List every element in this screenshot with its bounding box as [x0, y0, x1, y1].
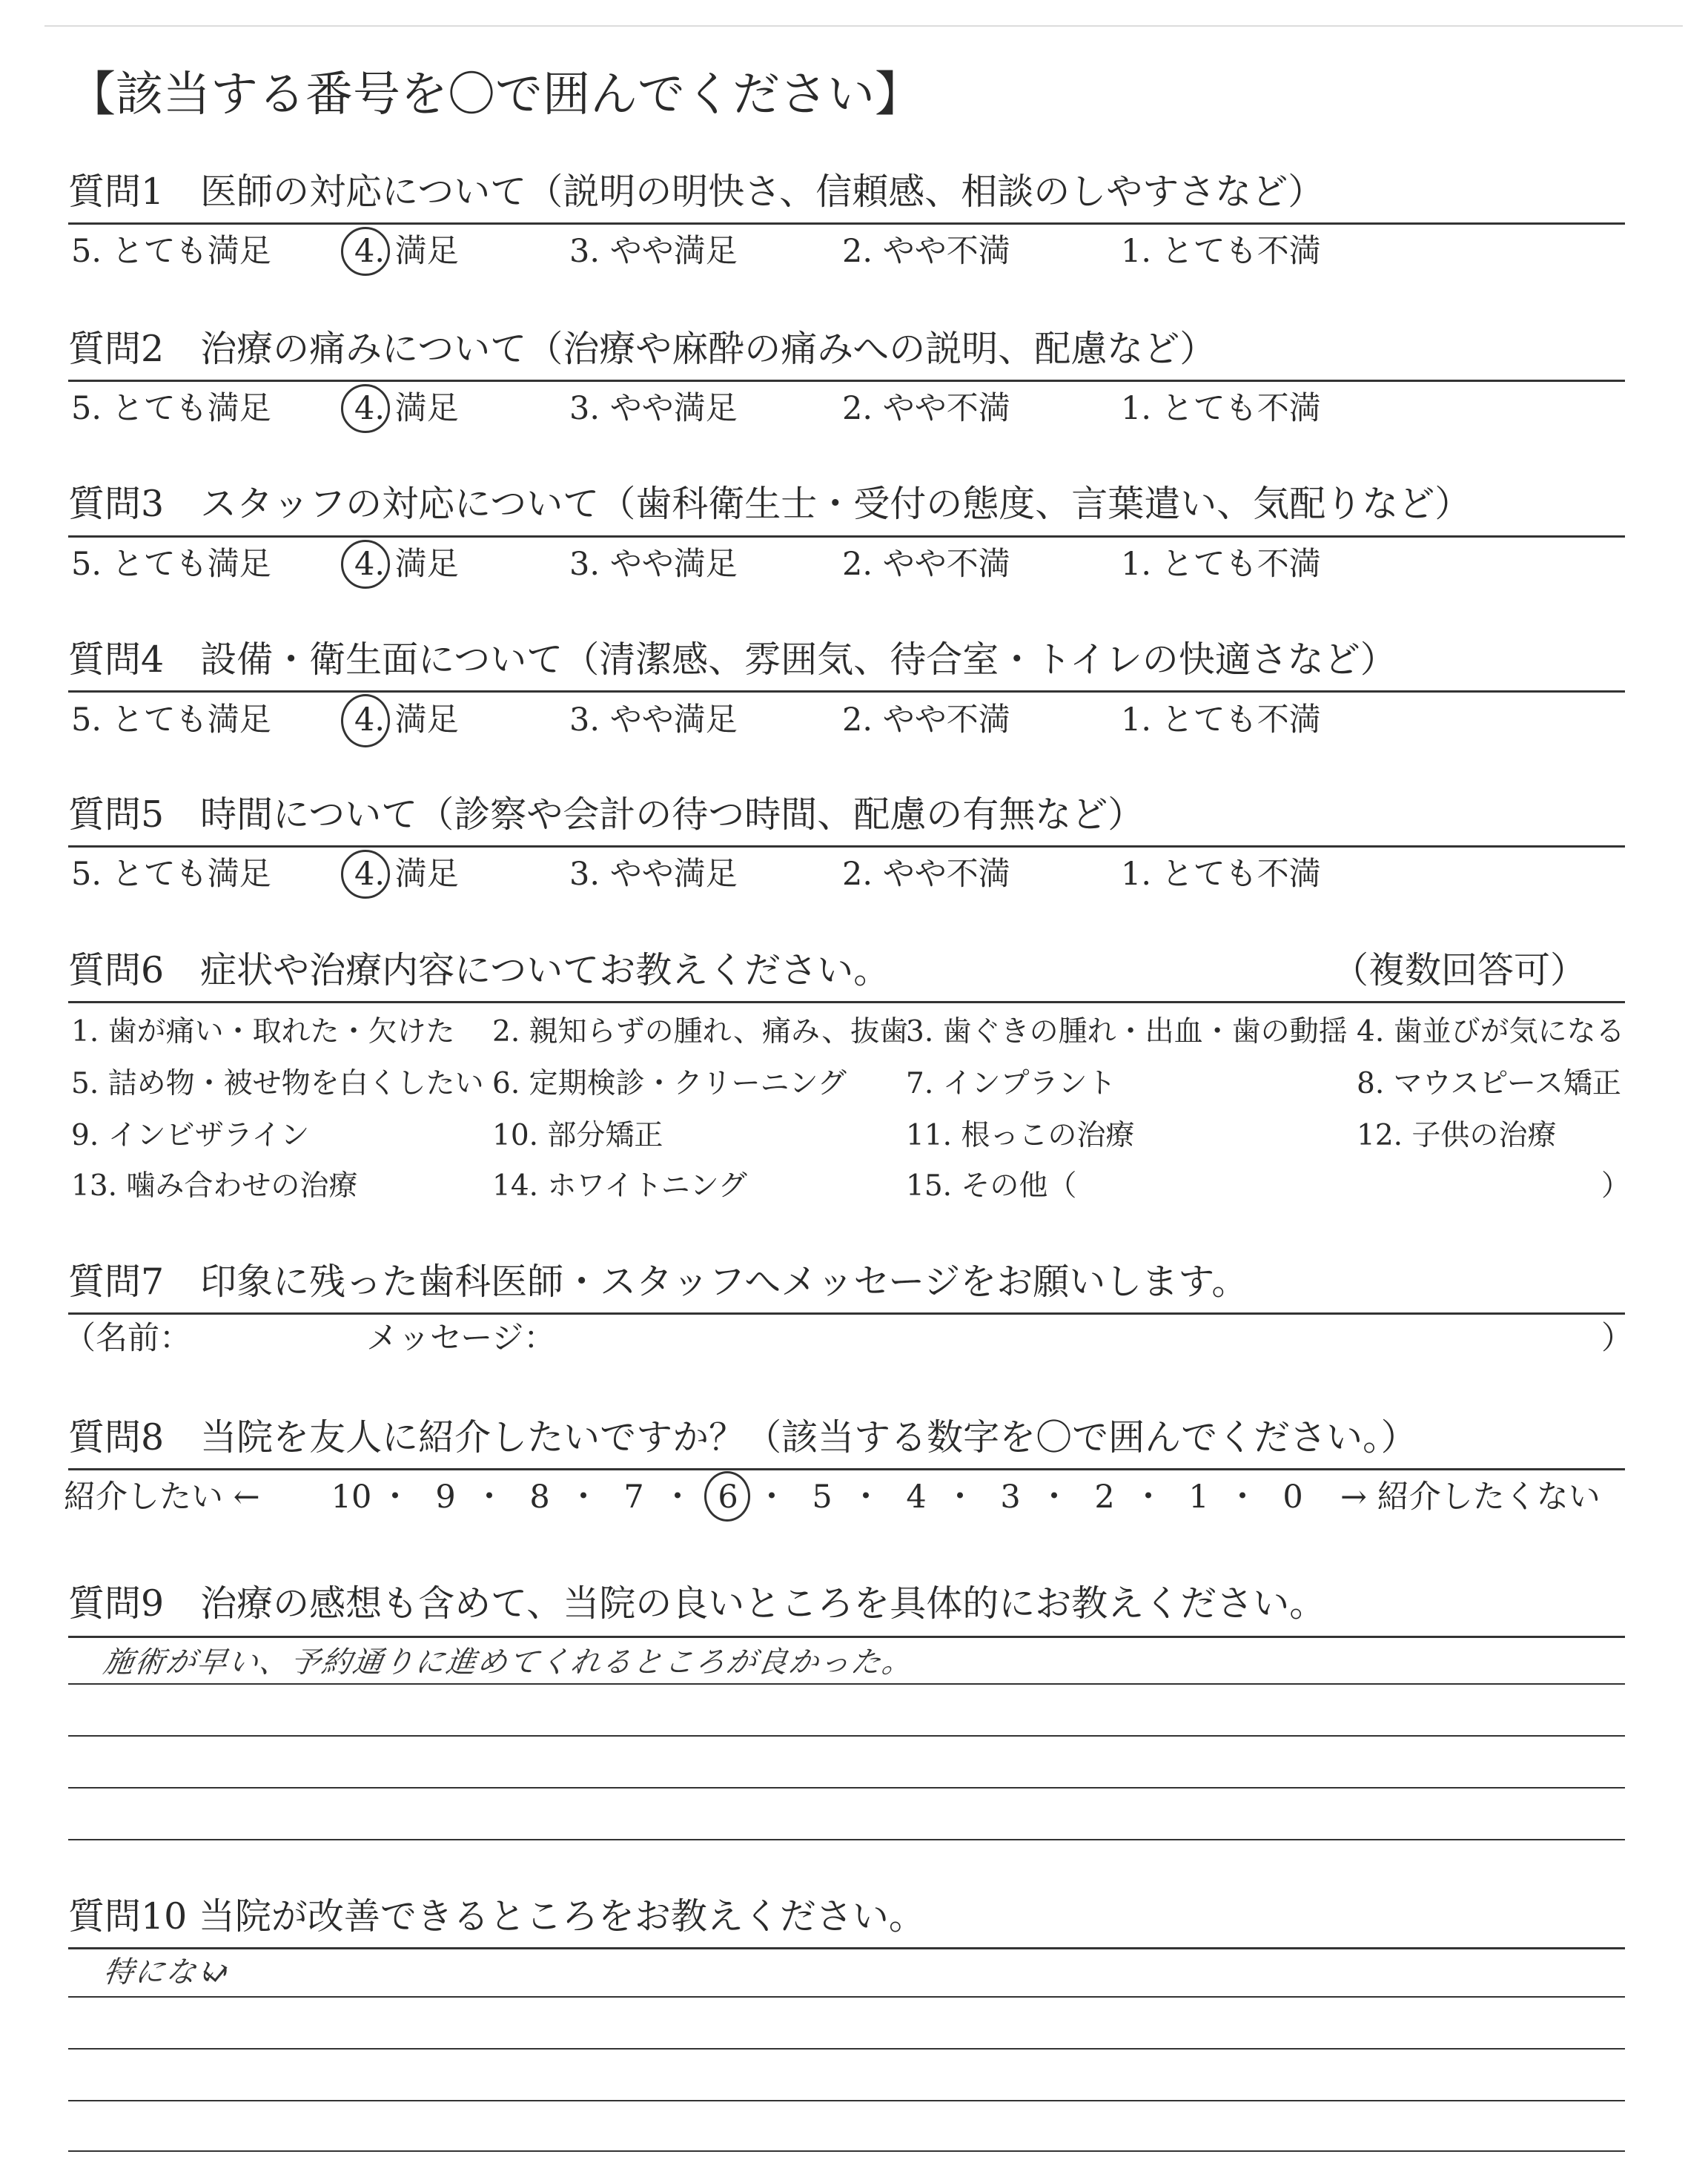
q2-selected-circle: [341, 384, 390, 433]
q7-title: 質問7 印象に残った歯科医師・スタッフへメッセージをお願いします。: [68, 1261, 1248, 1303]
q4-option-4[interactable]: 4. 満足: [354, 701, 459, 739]
q6-title-text: 質問6 症状や治療内容についてお教えください。: [68, 949, 890, 991]
q6-item-8[interactable]: 8. マウスピース矯正: [1357, 1067, 1621, 1100]
q3-option-4[interactable]: 4. 満足: [354, 546, 459, 583]
q8-rule: [68, 1468, 1625, 1470]
q9-handwritten-answer: 施術が早い、予約通りに進めてくれるところが良かった。: [101, 1645, 916, 1680]
q2-rule: [68, 380, 1625, 382]
q4-rule: [68, 690, 1625, 693]
q10-handwritten-answer: 特にない: [101, 1955, 231, 1989]
q1-option-3[interactable]: 3. やや満足: [569, 233, 738, 270]
q6-item-14[interactable]: 14. ホワイトニング: [492, 1169, 747, 1203]
q5-option-3[interactable]: 3. やや満足: [569, 856, 738, 893]
q8-scale-1[interactable]: 1: [1188, 1479, 1209, 1516]
q6-title: [68, 945, 1625, 997]
q8-scale-separator: ・: [944, 1479, 976, 1516]
q6-item-10[interactable]: 10. 部分矯正: [492, 1119, 663, 1152]
q8-scale-separator: ・: [1038, 1479, 1070, 1516]
q8-scale-separator: ・: [850, 1479, 882, 1516]
q8-scale-2[interactable]: 2: [1094, 1479, 1115, 1516]
q1-rule: [68, 222, 1625, 225]
q3-rule: [68, 535, 1625, 538]
q6-item-7[interactable]: 7. インプラント: [906, 1067, 1116, 1100]
q10-writing-line-2: [68, 2048, 1625, 2050]
q6-item-13[interactable]: 13. 噛み合わせの治療: [71, 1169, 358, 1203]
q10-writing-line-3: [68, 2100, 1625, 2101]
q3-selected-circle: [341, 540, 390, 589]
q3-option-3[interactable]: 3. やや満足: [569, 546, 738, 583]
q8-scale-10[interactable]: 10: [331, 1479, 372, 1516]
q8-left-label: 紹介したい ←: [64, 1479, 260, 1516]
q9-writing-line-4: [68, 1839, 1625, 1840]
q5-title: 質問5 時間について（診察や会計の待つ時間、配慮の有無など）: [68, 793, 1145, 836]
q3-option-5[interactable]: 5. とても満足: [71, 546, 271, 583]
q1-title: 質問1 医師の対応について（説明の明快さ、信頼感、相談のしやすさなど）: [68, 171, 1325, 213]
q8-scale-separator: ・: [1132, 1479, 1165, 1516]
q8-scale-separator: ・: [473, 1479, 506, 1516]
q8-scale-3[interactable]: 3: [1000, 1479, 1021, 1516]
q5-option-1[interactable]: 1. とても不満: [1121, 856, 1321, 893]
q6-item-12[interactable]: 12. 子供の治療: [1357, 1119, 1557, 1152]
q3-option-2[interactable]: 2. やや不満: [842, 546, 1010, 583]
q8-right-label: → 紹介したくない: [1340, 1479, 1601, 1516]
q7-close-paren: ）: [1601, 1320, 1633, 1357]
page-title: 【該当する番号を〇で囲んでください】: [68, 67, 922, 122]
q1-option-5[interactable]: 5. とても満足: [71, 233, 271, 270]
q5-option-2[interactable]: 2. やや不満: [842, 856, 1010, 893]
q8-scale-4[interactable]: 4: [906, 1479, 927, 1516]
q10-writing-line-4: [68, 2150, 1625, 2152]
q4-option-3[interactable]: 3. やや満足: [569, 701, 738, 739]
q5-rule: [68, 845, 1625, 848]
q5-selected-circle: [341, 850, 390, 899]
q6-item-3[interactable]: 3. 歯ぐきの腫れ・出血・歯の動揺: [906, 1015, 1348, 1048]
q10-rule: [68, 1947, 1625, 1949]
q8-scale-6[interactable]: 6: [718, 1479, 738, 1516]
q10-writing-line-1: [68, 1996, 1625, 1998]
q8-scale-9[interactable]: 9: [435, 1479, 456, 1516]
q8-scale-8[interactable]: 8: [529, 1479, 550, 1516]
q2-option-1[interactable]: 1. とても不満: [1121, 390, 1321, 427]
q6-rule: [68, 1001, 1625, 1003]
q6-item-2[interactable]: 2. 親知らずの腫れ、痛み、抜歯: [492, 1015, 909, 1048]
q6-item-9[interactable]: 9. インビザライン: [71, 1119, 310, 1152]
q1-option-4[interactable]: 4. 満足: [354, 233, 459, 270]
q2-title: 質問2 治療の痛みについて（治療や麻酔の痛みへの説明、配慮など）: [68, 328, 1217, 370]
q6-item-15[interactable]: 15. その他（: [906, 1169, 1077, 1203]
q9-writing-line-3: [68, 1787, 1625, 1789]
q8-selected-circle: [704, 1471, 750, 1522]
q8-title: 質問8 当院を友人に紹介したいですか？（該当する数字を〇で囲んでください。）: [68, 1416, 1417, 1459]
q6-item-4[interactable]: 4. 歯並びが気になる: [1357, 1015, 1625, 1048]
q6-item-5[interactable]: 5. 詰め物・被せ物を白くしたい: [71, 1067, 484, 1100]
q2-option-5[interactable]: 5. とても満足: [71, 390, 271, 427]
q7-rule: [68, 1312, 1625, 1315]
q9-writing-line-1: [68, 1683, 1625, 1685]
q8-scale-7[interactable]: 7: [623, 1479, 644, 1516]
q10-title: 質問10 当院が改善できるところをお教えください。: [68, 1895, 925, 1938]
q8-scale-0[interactable]: 0: [1282, 1479, 1303, 1516]
q9-title: 質問9 治療の感想も含めて、当院の良いところを具体的にお教えください。: [68, 1582, 1326, 1625]
q6-other-close-paren: ）: [1601, 1169, 1631, 1203]
top-border: [44, 25, 1683, 27]
q4-option-2[interactable]: 2. やや不満: [842, 701, 1010, 739]
q4-option-1[interactable]: 1. とても不満: [1121, 701, 1321, 739]
q6-item-11[interactable]: 11. 根っこの治療: [906, 1119, 1135, 1152]
q2-option-4[interactable]: 4. 満足: [354, 390, 459, 427]
q3-option-1[interactable]: 1. とても不満: [1121, 546, 1321, 583]
q6-item-1[interactable]: 1. 歯が痛い・取れた・欠けた: [71, 1015, 455, 1048]
q6-item-6[interactable]: 6. 定期検診・クリーニング: [492, 1067, 847, 1100]
q1-selected-circle: [341, 227, 390, 276]
q8-scale-separator: ・: [379, 1479, 411, 1516]
q7-name-label: （名前：: [64, 1320, 191, 1357]
q8-scale-separator: ・: [1226, 1479, 1259, 1516]
q6-multi-answer-note: （複数回答可）: [1331, 949, 1586, 991]
q5-option-5[interactable]: 5. とても満足: [71, 856, 271, 893]
q4-selected-circle: [341, 694, 390, 747]
q8-scale-separator: ・: [755, 1479, 788, 1516]
q1-option-2[interactable]: 2. やや不満: [842, 233, 1010, 270]
q4-option-5[interactable]: 5. とても満足: [71, 701, 271, 739]
q5-option-4[interactable]: 4. 満足: [354, 856, 459, 893]
q8-scale-separator: ・: [567, 1479, 600, 1516]
q2-option-2[interactable]: 2. やや不満: [842, 390, 1010, 427]
q9-writing-line-2: [68, 1735, 1625, 1737]
q3-title: 質問3 スタッフの対応について（歯科衛生士・受付の態度、言葉遣い、気配りなど）: [68, 483, 1472, 525]
q8-scale-5[interactable]: 5: [812, 1479, 833, 1516]
q8-scale-separator: ・: [661, 1479, 694, 1516]
q4-title: 質問4 設備・衛生面について（清潔感、雰囲気、待合室・トイレの快適さなど）: [68, 638, 1397, 681]
q2-option-3[interactable]: 3. やや満足: [569, 390, 738, 427]
q9-rule: [68, 1636, 1625, 1638]
q7-message-label: メッセージ：: [366, 1320, 556, 1357]
q1-option-1[interactable]: 1. とても不満: [1121, 233, 1321, 270]
